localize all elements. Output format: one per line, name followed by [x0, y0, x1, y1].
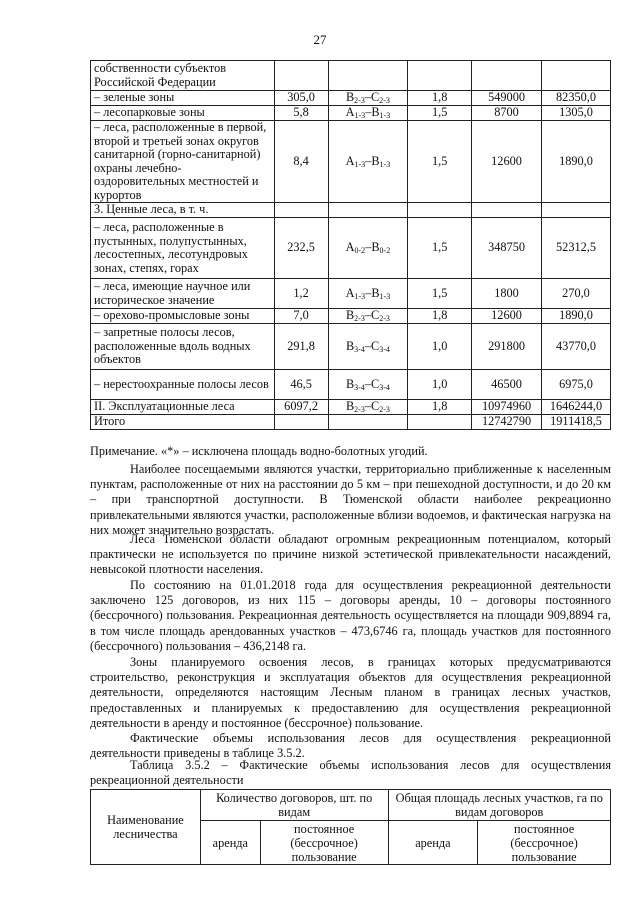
table-cell-total: 270,0: [542, 279, 611, 309]
table-note: Примечание. «*» – исключена площадь водно-болотных угодий.: [90, 444, 428, 458]
table-cell-norm: 1,8: [408, 309, 472, 324]
table-cell-cls: [328, 415, 408, 430]
table-cell-name: – нерестоохранные полосы лесов: [91, 370, 275, 400]
table-cell-cls: [328, 61, 408, 91]
table-cell-cls: $B_{2-3}-C_{2-3}$: [328, 91, 408, 106]
table-cell-area: [274, 203, 328, 218]
table-cell-area: 305,0: [274, 91, 328, 106]
table-cell-name: – леса, расположенные в первой, второй и третьей зонах округов санитарной (горно-санитарной) охраны лечебно-оздоровительных местностей и курортов: [91, 121, 275, 203]
table-cell-name: Итого: [91, 415, 275, 430]
table-row: [91, 91, 611, 106]
table-cell-cls: $A_{0-2}-B_{0-2}$: [328, 218, 408, 279]
table-cell-cls: $B_{2-3}-C_{2-3}$: [328, 309, 408, 324]
table-cell-cap: 8700: [472, 106, 542, 121]
table-row: [91, 415, 611, 430]
table-cell-area: 5,8: [274, 106, 328, 121]
table-row: [91, 106, 611, 121]
table-cell-area: 1,2: [274, 279, 328, 309]
table-cell-name: 3. Ценные леса, в т. ч.: [91, 203, 275, 218]
page-number: 27: [313, 32, 327, 47]
table-cell-name: – запретные полосы лесов, расположенные вдоль водных объектов: [91, 324, 275, 370]
table-row: [91, 324, 611, 370]
table-cell-cap: 46500: [472, 370, 542, 400]
table-cell-cap: 291800: [472, 324, 542, 370]
table-row: [91, 218, 611, 279]
table-cell-cls: $B_{2-3}-C_{2-3}$: [328, 400, 408, 415]
table-cell-total: 1646244,0: [542, 400, 611, 415]
table-cell-area: [274, 415, 328, 430]
table-cell-name: – зеленые зоны: [91, 91, 275, 106]
table-cell-norm: 1,5: [408, 121, 472, 203]
table-cell-total: 6975,0: [542, 370, 611, 400]
table-cell-cls: $A_{1-3}-B_{1-3}$: [328, 121, 408, 203]
paragraph-2: Леса Тюменской области обладают огромным рекреационным потенциалом, который практически не используется по причине низкой эстетической привлекательности насаждений, невысокой плотности населения.: [90, 532, 611, 577]
recreation-capacity-table: [90, 60, 611, 430]
table-cell-norm: 1,0: [408, 324, 472, 370]
table-cell-cap: [472, 203, 542, 218]
table-cell-name: – орехово-промысловые зоны: [91, 309, 275, 324]
table-cell-norm: 1,8: [408, 91, 472, 106]
header-contract-count: Количество договоров, шт. по видам: [200, 790, 388, 821]
paragraph-5: Фактические объемы использования лесов для осуществления рекреационной деятельности приведены в таблице 3.5.2.: [90, 731, 611, 761]
table-cell-norm: [408, 61, 472, 91]
table-cell-name: – леса, имеющие научное или историческое значение: [91, 279, 275, 309]
table-cell-cap: 12742790: [472, 415, 542, 430]
recreation-contracts-table: [90, 789, 611, 865]
header-count-rent: аренда: [200, 821, 260, 865]
table-cell-norm: 1,8: [408, 400, 472, 415]
table-cell-total: 82350,0: [542, 91, 611, 106]
table-cell-cap: [472, 61, 542, 91]
table-cell-area: 8,4: [274, 121, 328, 203]
table-cell-cls: $B_{3-4}-C_{3-4}$: [328, 324, 408, 370]
table-row: [91, 121, 611, 203]
table-cell-total: 1305,0: [542, 106, 611, 121]
table-row: [91, 61, 611, 91]
table-cell-name: – лесопарковые зоны: [91, 106, 275, 121]
table-cell-cap: 1800: [472, 279, 542, 309]
header-area-rent: аренда: [388, 821, 478, 865]
paragraph-1: Наиболее посещаемыми являются участки, территориально приближенные к населенным пунктам, расположенные от них на расстоянии до 5 км – при пешеходной доступности, и до 20 км – при транспортной доступности. В Тюменской области наиболее рекреационно привлекательными являются участки, расположенные вблизи водоемов, и фактическая нагрузка на них может значительно возрастать.: [90, 462, 611, 537]
header-total-area: Общая площадь лесных участков, га по видам договоров: [388, 790, 611, 821]
table-cell-area: 7,0: [274, 309, 328, 324]
table-cell-total: 1911418,5: [542, 415, 611, 430]
header-area-permanent: постоянное (бессрочное) пользование: [478, 821, 611, 865]
table-cell-cap: 12600: [472, 309, 542, 324]
table-cell-cls: $B_{3-4}-C_{3-4}$: [328, 370, 408, 400]
header-forestry-name: Наименование лесничества: [91, 790, 201, 865]
table-cell-norm: [408, 203, 472, 218]
table-cell-total: 52312,5: [542, 218, 611, 279]
table-cell-name: – леса, расположенные в пустынных, полупустынных, лесостепных, лесотундровых зонах, степях, горах: [91, 218, 275, 279]
table2-caption: Таблица 3.5.2 – Фактические объемы использования лесов для осуществления рекреационной деятельности: [90, 758, 611, 788]
table-cell-area: 291,8: [274, 324, 328, 370]
table-row: [91, 279, 611, 309]
table-cell-name: II. Эксплуатационные леса: [91, 400, 275, 415]
table-cell-area: 6097,2: [274, 400, 328, 415]
table-cell-norm: 1,5: [408, 279, 472, 309]
table-cell-total: 43770,0: [542, 324, 611, 370]
table-cell-cap: 10974960: [472, 400, 542, 415]
table-cell-cls: $A_{1-3}-B_{1-3}$: [328, 279, 408, 309]
table-cell-cls: $A_{1-3}-B_{1-3}$: [328, 106, 408, 121]
table-cell-cls: [328, 203, 408, 218]
table-cell-area: 46,5: [274, 370, 328, 400]
table-cell-total: 1890,0: [542, 309, 611, 324]
table-row: [91, 400, 611, 415]
table-cell-area: [274, 61, 328, 91]
table-cell-total: 1890,0: [542, 121, 611, 203]
table-row: [91, 370, 611, 400]
table-cell-norm: 1,0: [408, 370, 472, 400]
table-cell-total: [542, 203, 611, 218]
table-row: [91, 309, 611, 324]
table-cell-norm: [408, 415, 472, 430]
table-cell-name: собственности субъектов Российской Федерации: [91, 61, 275, 91]
table-cell-total: [542, 61, 611, 91]
table-cell-norm: 1,5: [408, 218, 472, 279]
header-count-permanent: постоянное (бессрочное) пользование: [260, 821, 388, 865]
paragraph-4: Зоны планируемого освоения лесов, в границах которых предусматриваются строительство, реконструкция и эксплуатация объектов для осуществления рекреационной деятельности, определяются настоящим Лесным планом в границах лесных участков, предоставленных и планируемых к предоставлению для осуществления рекреационной деятельности в аренду и постоянное (бессрочное) пользование.: [90, 655, 611, 730]
table-cell-norm: 1,5: [408, 106, 472, 121]
table-cell-cap: 348750: [472, 218, 542, 279]
paragraph-3: По состоянию на 01.01.2018 года для осуществления рекреационной деятельности заключено 125 договоров, из них 115 – договоры аренды, 10 – договоры постоянного (бессрочного) пользования. Рекреационная деятельность осуществляется на площади 909,8894 га, в том числе площадь арендованных участков – 473,6746 га, площадь участков для постоянного (бессрочного) пользования – 436,2148 га.: [90, 578, 611, 653]
table-cell-cap: 549000: [472, 91, 542, 106]
table-cell-cap: 12600: [472, 121, 542, 203]
table-row: [91, 203, 611, 218]
table-cell-area: 232,5: [274, 218, 328, 279]
